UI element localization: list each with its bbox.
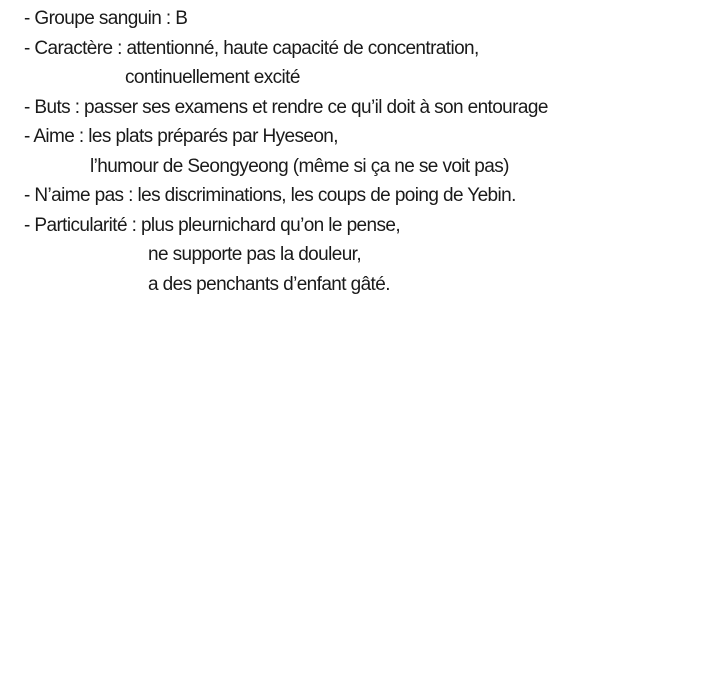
goals-line: - Buts : passer ses examens et rendre ce qu’il doit à son entourage [24, 96, 548, 118]
character-profile [24, 4, 548, 299]
dislikes-line: - N’aime pas : les discriminations, les coups de poing de Yebin. [24, 185, 516, 206]
particularity-line-3: a des penchants d’enfant gâté. [148, 273, 390, 295]
blood-type-line: - Groupe sanguin : B [24, 8, 188, 29]
likes-line-2: l’humour de Seongyeong (même si ça ne se voit pas) [90, 155, 509, 177]
character-line-1: - Caractère : attentionné, haute capacité de concentration, [24, 37, 479, 59]
particularity-line-2: ne supporte pas la douleur, [148, 244, 362, 265]
character-line-2: continuellement excité [125, 67, 300, 88]
particularity-line-1: - Particularité : plus pleurnichard qu’on le pense, [24, 214, 401, 236]
likes-line-1: - Aime : les plats préparés par Hyeseon, [24, 126, 338, 147]
